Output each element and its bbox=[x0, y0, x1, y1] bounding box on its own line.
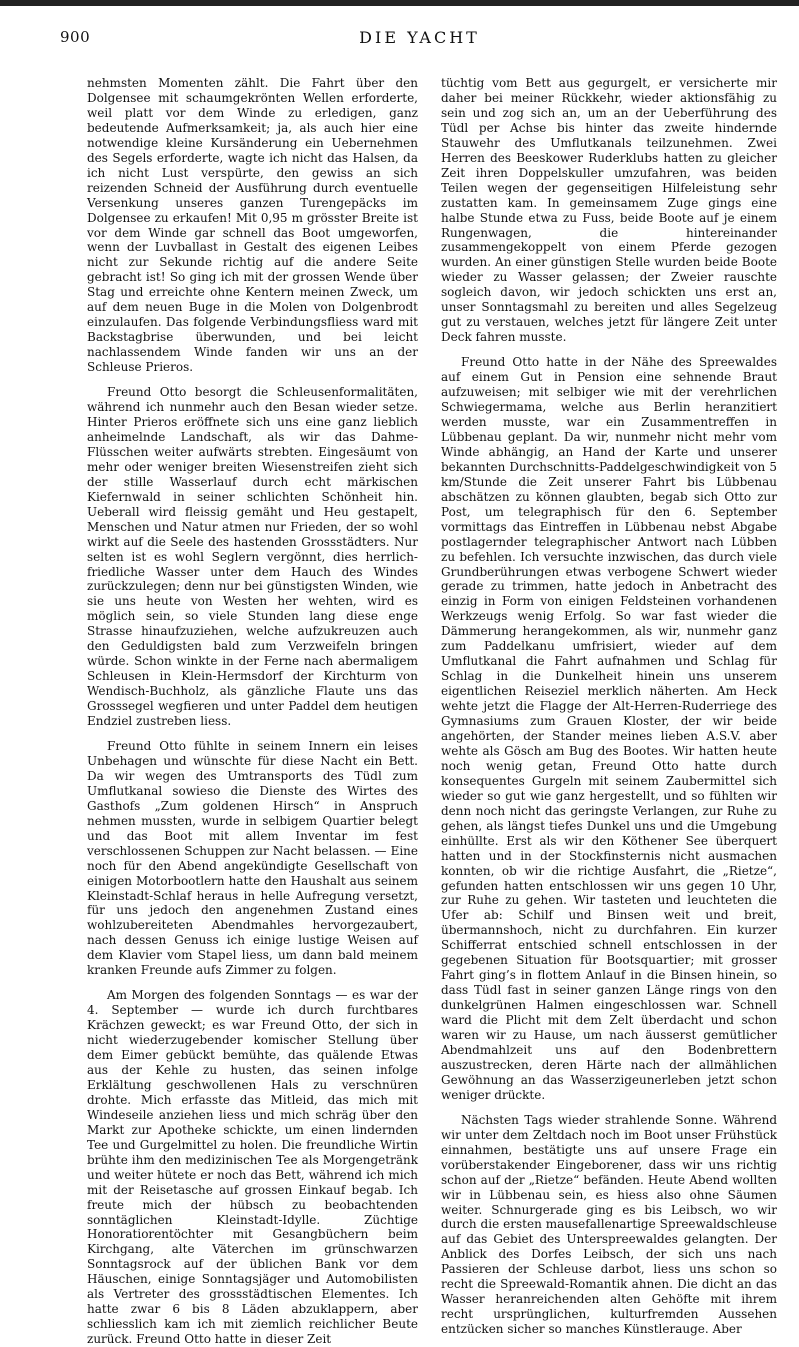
paragraph: Freund Otto besorgt die Schleusenformalitäten, während ich nunmehr auch den Besan wieder setze. Hinter Prieros eröffnete sich uns eine ganz lieblich anheimelnde Landschaft, als wir das Dahme-Flüsschen weiter aufwärts strebten. Eingesäumt von mehr oder weniger breiten Wiesenstreifen zieht sich der stille Wasserlauf durch echt märkischen Kiefernwald in seiner schlichten Schönheit hin. Ueberall wird fleissig gemäht und Heu gestapelt, Menschen und Natur atmen nur Frieden, der so wohl wirkt auf die Seele des hastenden Grossstädters. Nur selten ist es wohl Seglern vergönnt, dies herrlich-friedliche Wasser unter dem Hauch des Windes zurückzulegen; denn nur bei günstigsten Winden, wie sie uns heute von Westen her wehten, wird es möglich sein, so viele Stunden lang diese enge Strasse hinaufzuziehen, welche aufzukreuzen auch den Geduldigsten bald zum Verzweifeln bringen würde. Schon winkte in der Ferne nach abermaligem Schleusen in Klein-Hermsdorf der Kirchturm von Wendisch-Buchholz, als gänzliche Flaute uns das Grosssegel wegfieren und unter Paddel dem heutigen Endziel zustreben liess. bbox=[87, 385, 418, 729]
paragraph: Freund Otto fühlte in seinem Innern ein leises Unbehagen und wünschte für diese Nacht ein Bett. Da wir wegen des Umtransports des Tüdl zum Umflutkanal sowieso die Dienste des Wirtes des Gasthofs „Zum goldenen Hirsch“ in Anspruch nehmen mussten, wurde in selbigem Quartier belegt und das Boot mit allem Inventar im fest verschlossenen Schuppen zur Nacht belassen. — Eine noch für den Abend angekündigte Gesellschaft von einigen Motorbootlern hatte den Haushalt aus seinem Kleinstadt-Schlaf heraus in helle Aufregung versetzt, für uns jedoch den angenehmen Zustand eines wohlzubereiteten Abendmahles hervorgezaubert, nach dessen Genuss ich einige lustige Weisen auf dem Klavier vom Stapel liess, um dann bald meinem kranken Freunde aufs Zimmer zu folgen. bbox=[87, 738, 418, 978]
paragraph: Freund Otto hatte in der Nähe des Spreewaldes auf einem Gut in Pension eine sehnende Braut aufzuweisen; mit selbiger wie mit der verehrlichen Schwiegermama, welche aus Berlin heranzitiert werden musste, war ein Zusammentreffen in Lübbenau geplant. Da wir, nunmehr nicht mehr vom Winde abhängig, an Hand der Karte und unserer bekannten Durchschnitts-Paddelgeschwindigkeit von 5 km/Stunde die Zeit unserer Fahrt bis Lübbenau abschätzen zu können glaubten, begab sich Otto zur Post, um telegraphisch für den 6. September vormittags das Eintreffen in Lübbenau nebst Abgabe postlagernder telegraphischer Antwort nach Lübben zu befehlen. Ich versuchte inzwischen, das durch viele Grundberührungen etwas verbogene Schwert wieder gerade zu trimmen, hatte jedoch in Anbetracht des einzig in Form von einigen Feldsteinen vorhandenen Werkzeugs wenig Erfolg. So war fast wieder die Dämmerung herangekommen, als wir, nunmehr ganz zum Paddelkanu umfrisiert, wieder auf dem Umflutkanal die Fahrt aufnahmen und Schlag für Schlag in die Dunkelheit hinein uns unserem eigentlichen Reiseziel merklich näherten. Am Heck wehte jetzt die Flagge der Alt-Herren-Ruderriege des Gymnasiums zum Grauen Kloster, der wir beide angehörten, der Stander meines lieben A.S.V. aber wehte als Gösch am Bug des Bootes. Wir hatten heute noch wenig getan, Freund Otto hatte durch konsequentes Gurgeln mit seinem Zaubermittel sich wieder so gut wie ganz hergestellt, und so fühlten wir denn noch nicht das geringste Verlangen, zur Ruhe zu gehen, als längst tiefes Dunkel uns und die Umgebung einhüllte. Erst als wir den Köthener See überquert hatten und in der Stockfinsternis nicht ausmachen konnten, ob wir die richtige Ausfahrt, die „Rietze“, gefunden hatten entschlossen wir uns gegen 10 Uhr, zur Ruhe zu gehen. Wir tasteten und leuchteten die Ufer ab: Schilf und Binsen weit und breit, übermannshoch, nicht zu durchfahren. Ein kurzer Schifferrat entschied schnell entschlossen in der gegebenen Situation für Bootsquartier; mit grosser Fahrt ging’s in flottem Anlauf in die Binsen hinein, so dass Tüdl fast in seiner ganzen Länge rings von den dunkelgrünen Halmen eingeschlossen war. Schnell ward die Plicht mit dem Zelt überdacht und schon waren wir zu Hause, um nach äusserst gemütlicher Abendmahlzeit uns auf den Bodenbrettern auszustrecken, deren Härte nach der allmählichen Gewöhnung an das Wasserzigeunerleben jetzt schon weniger drückte. bbox=[441, 355, 777, 1102]
paragraph: Am Morgen des folgenden Sonntags — es war der 4. September — wurde ich durch furchtbares Krächzen geweckt; es war Freund Otto, der sich in nicht wiederzugebender komischer Stellung über dem Eimer gebückt bemühte, das quälende Etwas aus der Kehle zu husten, das seinen infolge Erklältung geschwollenen Hals zu verschnüren drohte. Mich erfasste das Mitleid, das mich mit Windeseile anziehen liess und mich schräg über den Markt zur Apotheke schickte, um einen lindernden Tee und Gurgelmittel zu holen. Die freundliche Wirtin brühte ihm den medizinischen Tee als Morgengetränk und weiter hütete er noch das Bett, während ich mich mit der Reisetasche auf grossen Einkauf begab. Ich freute mich der hübsch zu beobachtenden sonntäglichen Kleinstadt-Idylle. Züchtige Honoratiorentöchter mit Gesangbüchern beim Kirchgang, alte Väterchen im grünschwarzen Sonntagsrock auf der üblichen Bank vor dem Häuschen, einige Sonntagsjäger und Automobilisten als Vertreter des grossstädtischen Elementes. Ich hatte zwar 6 bis 8 Läden abzuklappern, aber schliesslich kam ich mit ziemlich reichlicher Beute zurück. Freund Otto hatte in dieser Zeit bbox=[87, 988, 418, 1347]
top-edge-bar bbox=[0, 0, 799, 6]
right-column bbox=[441, 76, 777, 1337]
paragraph: nehmsten Momenten zählt. Die Fahrt über den Dolgensee mit schaumgekrönten Wellen erforderte, weil platt vor dem Winde zu erledigen, ganz bedeutende Aufmerksamkeit; ja, als auch hier eine notwendige kleine Kursänderung ein Uebernehmen des Segels erforderte, wagte ich nicht das Halsen, da ich nicht Lust verspürte, den gewiss an sich reizenden Schneid der Ausführung durch eventuelle Versenkung unseres ganzen Turengepäcks im Dolgensee zu erkaufen! Mit 0,95 m grösster Breite ist vor dem Winde gar schnell das Boot umgeworfen, wenn der Luvballast in Gestalt des eigenen Leibes nicht zur Sekunde richtig auf die andere Seite gebracht ist! So ging ich mit der grossen Wende über Stag und erreichte ohne Kentern meinen Zweck, um auf dem neuen Buge in die Molen von Dolgenbrodt einzulaufen. Das folgende Verbindungsfliess ward mit Backstagbrise überwunden, und bei leicht nachlassendem Winde fanden wir uns an der Schleuse Prieros. bbox=[87, 76, 418, 375]
page-number: 900 bbox=[60, 28, 91, 46]
left-column bbox=[87, 76, 418, 1347]
paragraph: tüchtig vom Bett aus gegurgelt, er versicherte mir daher bei meiner Rückkehr, wieder aktionsfähig zu sein und zog sich an, um an der Ueberführung des Tüdl per Achse bis hinter das zweite hindernde Stauwehr des Umflutkanals teilzunehmen. Zwei Herren des Beeskower Ruderklubs hatten zu gleicher Zeit ihren Doppelskuller umzufahren, was beiden Teilen wegen der gegenseitigen Hilfeleistung sehr zustatten kam. In gemeinsamem Zuge gings eine halbe Stunde etwa zu Fuss, beide Boote auf je einem Rungenwagen, die hintereinander zusammengekoppelt von einem Pferde gezogen wurden. An einer günstigen Stelle wurden beide Boote wieder zu Wasser gelassen; der Zweier rauschte sogleich davon, wir jedoch schickten uns erst an, unser Sonntagsmahl zu bereiten und alles Segelzeug gut zu verstauen, welches jetzt für längere Zeit unter Deck fahren musste. bbox=[441, 76, 777, 345]
page-header bbox=[60, 28, 779, 54]
paragraph: Nächsten Tags wieder strahlende Sonne. Während wir unter dem Zeltdach noch im Boot unser Frühstück einnahmen, bestätigte uns auf unsere Frage ein vorüberstakender Eingeborener, dass wir uns richtig schon auf der „Rietze“ befänden. Heute Abend wollten wir in Lübbenau sein, es hiess also ohne Säumen weiter. Schnurgerade ging es bis Leibsch, wo wir durch die ersten mausefallenartige Spreewaldschleuse auf das Gebiet des Unterspreewaldes gelangten. Der Anblick des Dorfes Leibsch, der sich uns nach Passieren der Schleuse darbot, liess uns schon so recht die Spreewald-Romantik ahnen. Die dicht an das Wasser heranreichenden alten Gehöfte mit ihrem recht ursprünglichen, kulturfremden Aussehen entzücken sicher so manches Künstlerauge. Aber bbox=[441, 1112, 777, 1337]
running-title: DIE YACHT bbox=[359, 28, 480, 47]
